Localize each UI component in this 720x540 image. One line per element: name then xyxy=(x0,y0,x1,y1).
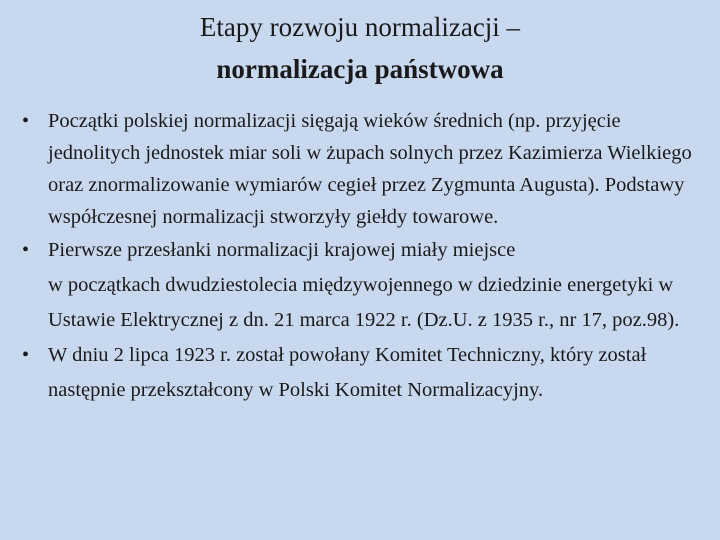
bullet-text-2 xyxy=(48,233,698,338)
bullet-item-2 xyxy=(0,233,720,338)
bullet-text-1: Początki polskiej normalizacji sięgają wieków średnich (np. przyjęcie jednolitych jednostek miar soli w żupach solnych przez Kazimierza Wielkiego oraz znormalizowanie wymiarów cegieł przez Zygmunta Augusta). Podstawy współczesnej normalizacji stworzyły giełdy towarowe. xyxy=(48,110,692,228)
bullet-text-3 xyxy=(48,338,718,408)
bullet-list xyxy=(0,105,720,408)
bullet-text-2-rest: w początkach dwudziestolecia międzywojennego w dziedzinie energetyki w Ustawie Elektrycznej z dn. 21 marca 1922 r. (Dz.U. z 1935 r., nr 17, poz.98). xyxy=(48,274,680,331)
bullet-icon: • xyxy=(22,110,30,132)
title-line-2: normalizacja państwowa xyxy=(216,54,504,84)
bullet-item-1 xyxy=(0,105,720,233)
bullet-icon: • xyxy=(22,239,30,261)
bullet-text-3-rest: który został następnie przekształcony w Polski Komitet Normalizacyjny. xyxy=(48,344,647,401)
title-line-1: Etapy rozwoju normalizacji – xyxy=(199,12,521,42)
bullet-text-3-first-line: W dniu 2 lipca 1923 r. został powołany Komitet Techniczny, xyxy=(48,344,545,366)
bullet-item-3 xyxy=(0,338,720,408)
bullet-text-2-first-line: Pierwsze przesłanki normalizacji krajowej miały miejsce xyxy=(48,239,516,261)
slide-title xyxy=(0,6,720,90)
bullet-icon: • xyxy=(22,344,30,366)
